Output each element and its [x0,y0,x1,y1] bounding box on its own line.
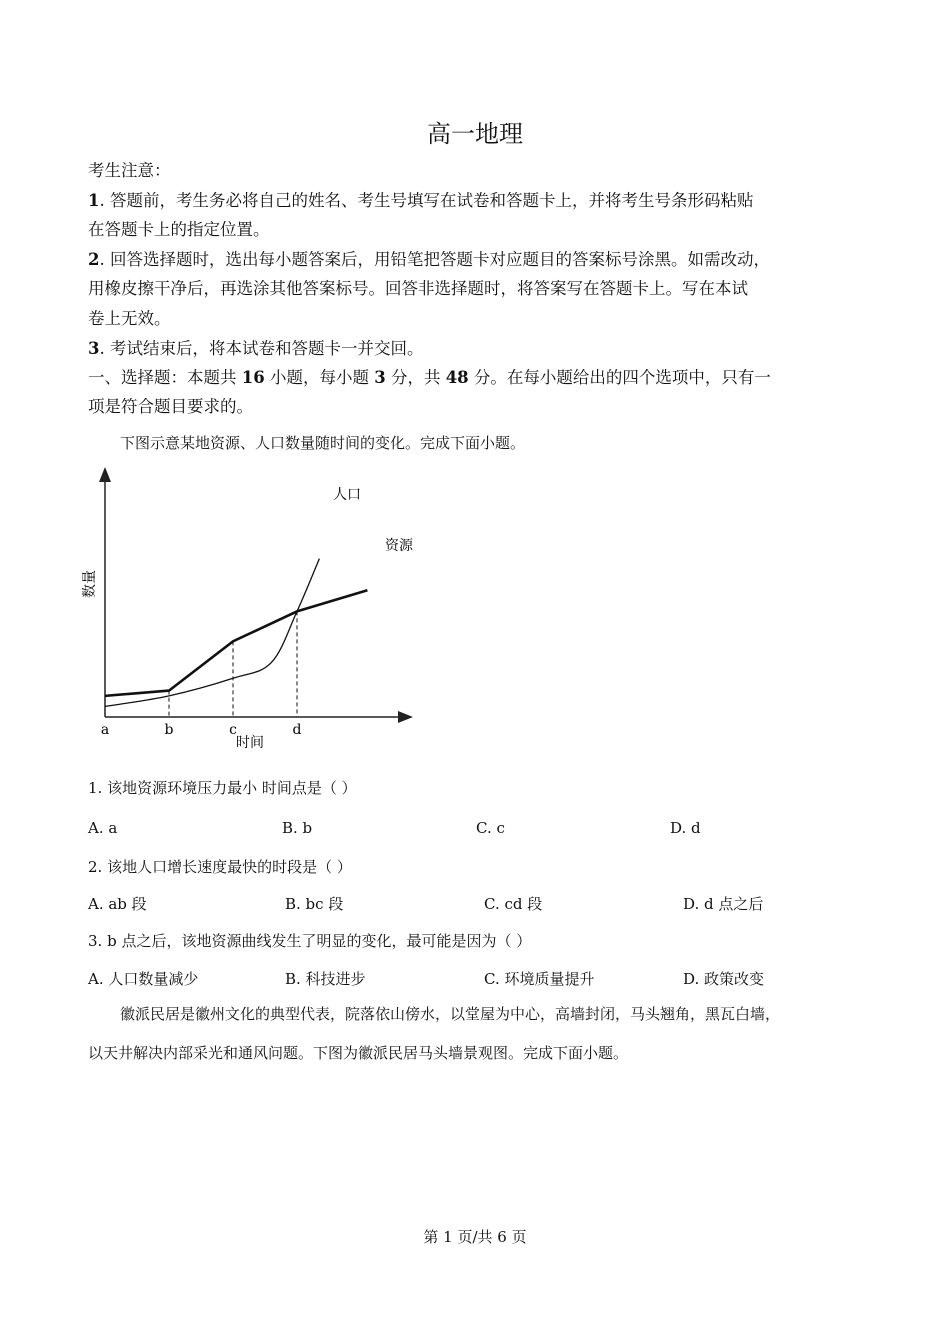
points-each: 3 [374,368,386,387]
x-tick-label-b: b [164,722,174,738]
notice-text: . 答题前，考生务必将自己的姓名、考生号填写在试卷和答题卡上，并将考生号条形码粘贴 [99,191,754,210]
intro-text-2: 徽派民居是徽州文化的典型代表，院落依山傍水，以堂屋为中心，高墙封闭，马头翘角，黑瓦白墙， [120,1005,781,1023]
question-3-option-b[interactable]: B. 科技进步 [285,970,366,988]
question-2-option-d[interactable]: D. d 点之后 [683,895,764,913]
section-text: 分，共 [385,368,446,387]
notice-item-3 [88,334,423,364]
x-tick-label-a: a [100,722,110,738]
question-2-stem: 2. 该地人口增长速度最快的时段是（ ） [88,858,352,876]
question-1-option-c[interactable]: C. c [476,819,505,837]
y-axis-label: 数量 [82,570,98,598]
question-1-option-d[interactable]: D. d [670,819,701,837]
x-tick-label-c: c [229,722,237,738]
population-curve [105,559,319,707]
points-total: 48 [445,368,469,387]
section-heading [88,363,771,393]
section-heading-cont: 项是符合题目要求的。 [88,397,253,416]
question-3-option-c[interactable]: C. 环境质量提升 [484,970,595,988]
series-label-resource: 资源 [385,538,413,554]
question-2-option-c[interactable]: C. cd 段 [484,895,543,913]
notice-text: . 回答选择题时，选出每小题答案后，用铅笔把答题卡对应题目的答案标号涂黑。如需改动， [99,250,770,269]
resource-population-chart [80,462,440,762]
section-text: 一、选择题：本题共 [88,368,242,387]
page-footer: 第 1 页/共 6 页 [423,1228,527,1246]
question-1-stem: 1. 该地资源环境压力最小 时间点是（ ） [88,779,357,797]
question-count: 16 [241,368,265,387]
question-2-option-b[interactable]: B. bc 段 [285,895,344,913]
intro-text-2-cont: 以天井解决内部采光和通风问题。下图为徽派民居马头墙景观图。完成下面小题。 [88,1044,629,1062]
x-tick-label-d: d [292,722,302,738]
question-1-option-b[interactable]: B. b [282,819,313,837]
notice-item-2-cont2: 卷上无效。 [88,309,171,328]
section-text: 分。在每小题给出的四个选项中，只有一 [468,368,771,387]
x-axis-label: 时间 [236,735,264,751]
question-3-option-d[interactable]: D. 政策改变 [683,970,765,988]
series-label-population: 人口 [333,487,361,503]
question-1-option-a[interactable]: A. a [88,819,118,837]
notice-item-2 [88,245,770,275]
notice-num: 2 [88,250,100,269]
question-2-option-a[interactable]: A. ab 段 [88,895,147,913]
resource-line [105,590,367,696]
notice-item-1-cont: 在答题卡上的指定位置。 [88,220,270,239]
notice-text: . 考试结束后，将本试卷和答题卡一并交回。 [99,339,424,358]
notice-item-1 [88,186,753,216]
intro-text-1: 下图示意某地资源、人口数量随时间的变化。完成下面小题。 [120,434,526,452]
page-title: 高一地理 [427,120,523,148]
notice-heading: 考生注意： [88,161,171,180]
section-text: 小题，每小题 [264,368,375,387]
notice-num: 3 [88,339,100,358]
question-3-stem: 3. b 点之后，该地资源曲线发生了明显的变化，最可能是因为（ ） [88,932,532,950]
question-3-option-a[interactable]: A. 人口数量减少 [88,970,199,988]
notice-num: 1 [88,191,100,210]
notice-item-2-cont: 用橡皮擦干净后，再选涂其他答案标号。回答非选择题时，将答案写在答题卡上。写在本试 [88,279,748,298]
